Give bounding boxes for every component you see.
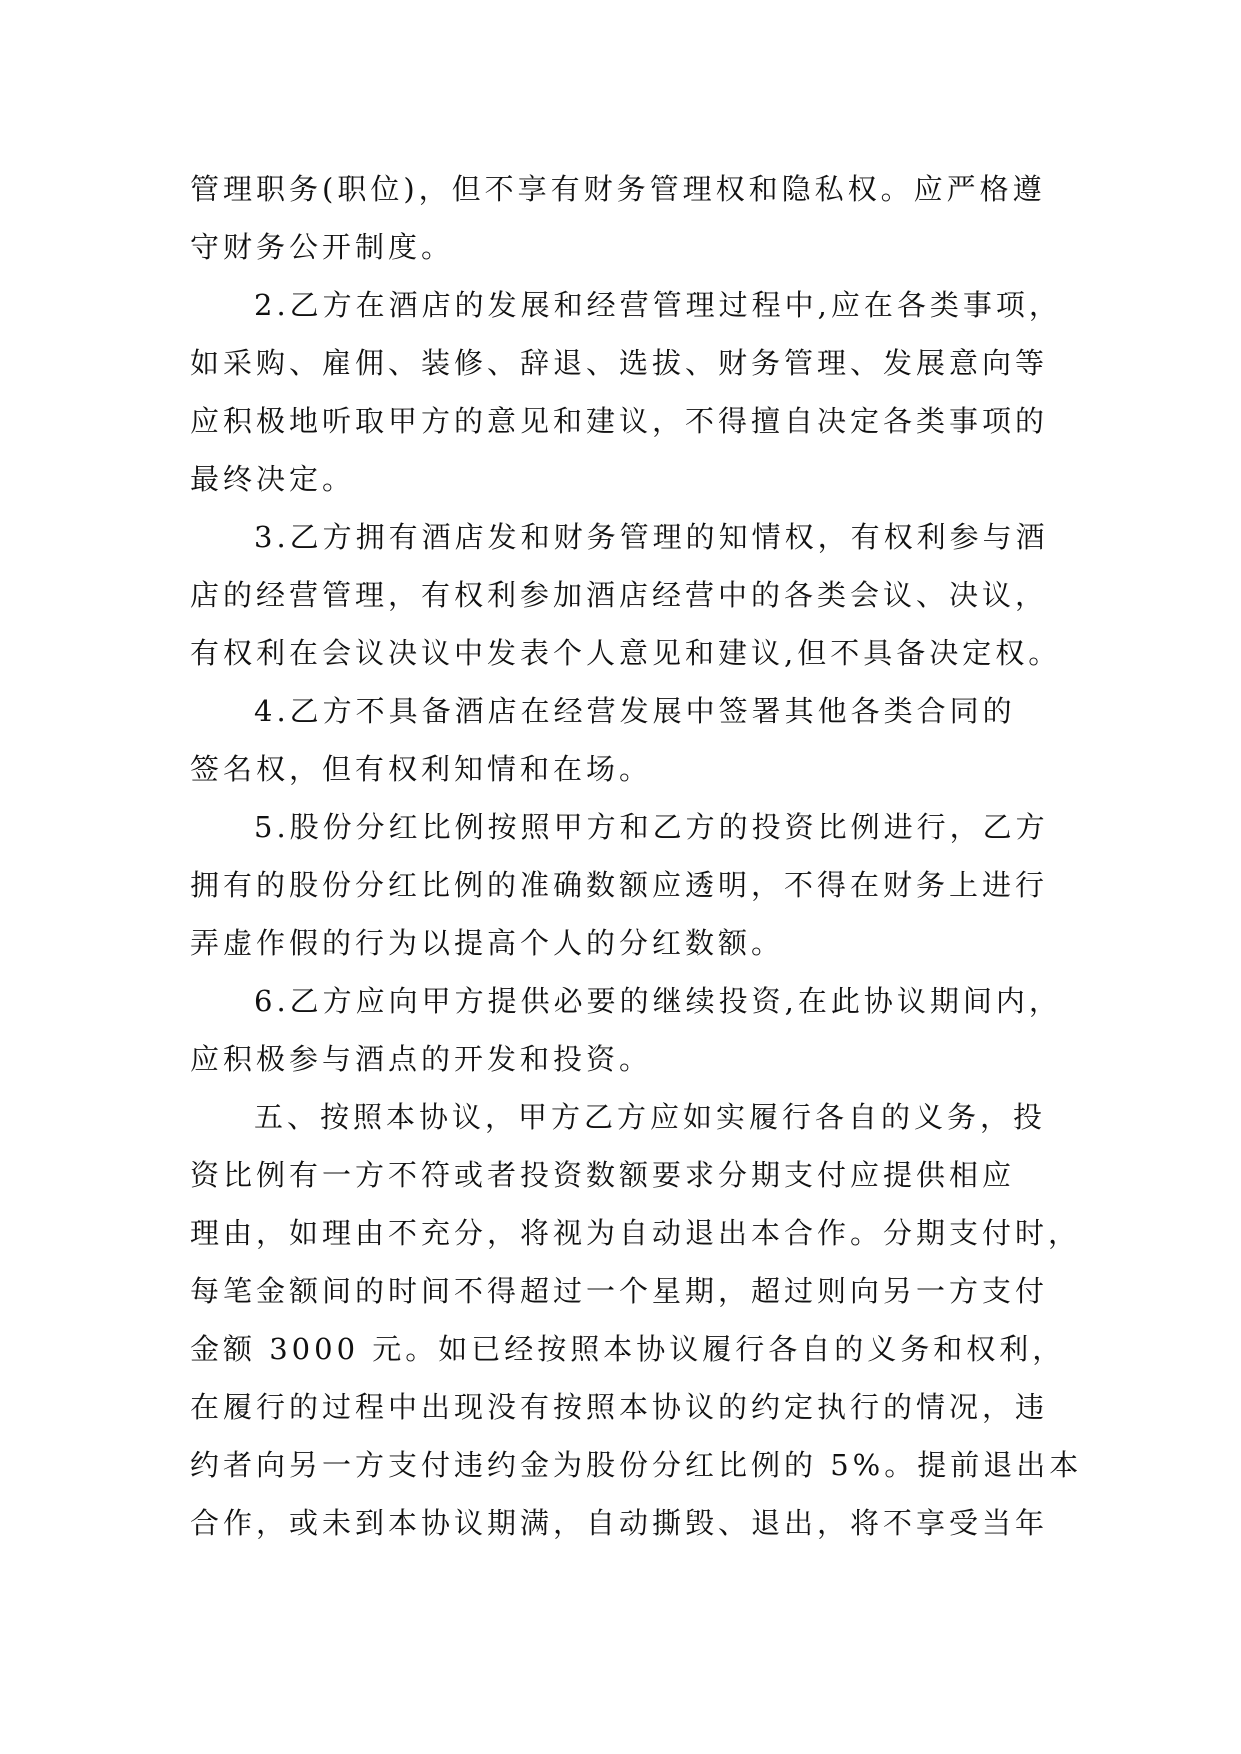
text-line: 4.乙方不具备酒店在经营发展中签署其他各类合同的	[254, 694, 1016, 728]
text-line: 最终决定。	[190, 462, 356, 496]
contract-body-text	[190, 160, 1090, 1552]
text-line: 在履行的过程中出现没有按照本协议的约定执行的情况，违	[190, 1390, 1049, 1424]
text-line: 理由，如理由不充分，将视为自动退出本合作。分期支付时，	[190, 1216, 1082, 1250]
text-line: 5.股份分红比例按照甲方和乙方的投资比例进行，乙方	[254, 810, 1049, 844]
text-line: 应积极地听取甲方的意见和建议，不得擅自决定各类事项的	[190, 404, 1049, 438]
text-line: 合作，或未到本协议期满，自动撕毁、退出，将不享受当年	[190, 1506, 1049, 1540]
text-line: 如采购、雇佣、装修、辞退、选拔、财务管理、发展意向等	[190, 346, 1049, 380]
text-line: 弄虚作假的行为以提高个人的分红数额。	[190, 926, 785, 960]
text-line: 签名权，但有权利知情和在场。	[190, 752, 653, 786]
text-line: 五、按照本协议，甲方乙方应如实履行各自的义务，投	[254, 1100, 1047, 1134]
text-line: 资比例有一方不符或者投资数额要求分期支付应提供相应	[190, 1158, 1016, 1192]
text-line: 店的经营管理，有权利参加酒店经营中的各类会议、决议，	[190, 578, 1049, 612]
text-line: 应积极参与酒点的开发和投资。	[190, 1042, 653, 1076]
text-line: 守财务公开制度。	[190, 230, 455, 264]
text-line: 约者向另一方支付违约金为股份分红比例的 5%。提前退出本	[190, 1448, 1083, 1482]
text-line: 有权利在会议决议中发表个人意见和建议,但不具备决定权。	[190, 636, 1062, 670]
text-line: 6.乙方应向甲方提供必要的继续投资,在此协议期间内，	[254, 984, 1062, 1018]
text-line: 3.乙方拥有酒店发和财务管理的知情权，有权利参与酒	[254, 520, 1049, 554]
text-line: 管理职务(职位)，但不享有财务管理权和隐私权。应严格遵	[190, 172, 1046, 206]
text-line: 每笔金额间的时间不得超过一个星期，超过则向另一方支付	[190, 1274, 1049, 1308]
text-line: 2.乙方在酒店的发展和经营管理过程中,应在各类事项，	[254, 288, 1062, 322]
text-line: 拥有的股份分红比例的准确数额应透明，不得在财务上进行	[190, 868, 1049, 902]
text-line: 金额 3000 元。如已经按照本协议履行各自的义务和权利，	[190, 1332, 1066, 1366]
